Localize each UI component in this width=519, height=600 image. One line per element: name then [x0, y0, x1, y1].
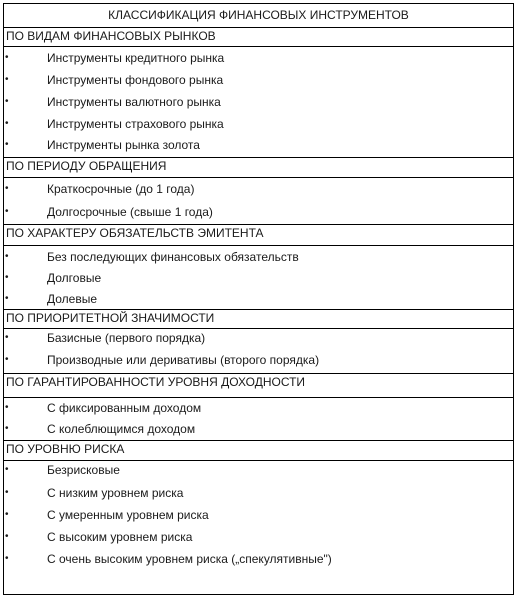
- list-item-label: Долгосрочные (свыше 1 года): [47, 205, 213, 219]
- group-items: [4, 329, 513, 373]
- bullet-icon: •: [5, 332, 9, 343]
- list-item: [4, 527, 513, 549]
- list-item-label: С умеренным уровнем риска: [47, 508, 209, 522]
- group-items: [4, 178, 513, 224]
- bullet-icon: •: [5, 206, 9, 217]
- bullet-icon: •: [5, 183, 9, 194]
- group-header: ПО ХАРАКТЕРУ ОБЯЗАТЕЛЬСТВ ЭМИТЕНТА: [4, 225, 513, 246]
- bullet-icon: •: [5, 96, 9, 107]
- list-item: [4, 419, 513, 440]
- list-item: [4, 329, 513, 350]
- list-item-label: С фиксированным доходом: [47, 401, 202, 415]
- list-item: [4, 350, 513, 373]
- bullet-icon: •: [5, 509, 9, 520]
- group-header: ПО ПЕРИОДУ ОБРАЩЕНИЯ: [4, 158, 513, 178]
- list-item: [4, 113, 513, 135]
- group-header: ПО УРОВНЮ РИСКА: [4, 441, 513, 461]
- list-item-label: Инструменты валютного рынка: [47, 95, 221, 109]
- list-item: [4, 398, 513, 419]
- list-item-label: С очень высоким уровнем риска („спекулятивные"): [47, 552, 332, 566]
- bullet-icon: •: [5, 553, 9, 564]
- list-item-label: Инструменты страхового рынка: [47, 117, 224, 131]
- list-item-label: Производные или деривативы (второго порядка): [47, 353, 320, 367]
- list-item-label: Краткосрочные (до 1 года): [47, 182, 195, 196]
- list-item: [4, 505, 513, 527]
- list-item: [4, 69, 513, 91]
- list-item: [4, 461, 513, 483]
- list-item-label: С колеблющимся доходом: [47, 422, 196, 436]
- bullet-icon: •: [5, 251, 9, 262]
- list-item: [4, 549, 513, 571]
- bullet-icon: •: [5, 402, 9, 413]
- list-item: [4, 267, 513, 288]
- list-item: [4, 178, 513, 201]
- list-item-label: Безрисковые: [47, 463, 120, 477]
- group-header: ПО ВИДАМ ФИНАНСОВЫХ РЫНКОВ: [4, 28, 513, 47]
- list-item-label: Инструменты кредитного рынка: [47, 51, 225, 65]
- group-header: ПО ГАРАНТИРОВАННОСТИ УРОВНЯ ДОХОДНОСТИ: [4, 374, 513, 398]
- list-item-label: Долговые: [47, 271, 102, 285]
- group-items: [4, 461, 513, 571]
- list-item-label: Инструменты фондового рынка: [47, 73, 224, 87]
- list-item: [4, 91, 513, 113]
- list-item-label: Без последующих финансовых обязательств: [47, 250, 299, 264]
- classification-table: [3, 3, 514, 595]
- bullet-icon: •: [5, 52, 9, 63]
- bullet-icon: •: [5, 531, 9, 542]
- list-item: [4, 483, 513, 505]
- groups-container: [4, 28, 513, 571]
- list-item-label: Долевые: [47, 292, 98, 306]
- bullet-icon: •: [5, 487, 9, 498]
- list-item: [4, 288, 513, 309]
- list-item: [4, 135, 513, 157]
- bullet-icon: •: [5, 74, 9, 85]
- bullet-icon: •: [5, 293, 9, 304]
- list-item-label: Базисные (первого порядка): [47, 331, 206, 345]
- group-items: [4, 398, 513, 440]
- list-item-label: С низким уровнем риска: [47, 486, 184, 500]
- bullet-icon: •: [5, 354, 9, 365]
- list-item-label: С высоким уровнем риска: [47, 530, 193, 544]
- group-items: [4, 246, 513, 309]
- group-items: [4, 47, 513, 157]
- table-title: КЛАССИФИКАЦИЯ ФИНАНСОВЫХ ИНСТРУМЕНТОВ: [4, 4, 513, 28]
- bullet-icon: •: [5, 464, 9, 475]
- list-item: [4, 246, 513, 267]
- list-item: [4, 201, 513, 224]
- bullet-icon: •: [5, 139, 9, 150]
- bullet-icon: •: [5, 272, 9, 283]
- list-item: [4, 47, 513, 69]
- bullet-icon: •: [5, 423, 9, 434]
- bullet-icon: •: [5, 118, 9, 129]
- list-item-label: Инструменты рынка золота: [47, 138, 200, 152]
- group-header: ПО ПРИОРИТЕТНОЙ ЗНАЧИМОСТИ: [4, 310, 513, 329]
